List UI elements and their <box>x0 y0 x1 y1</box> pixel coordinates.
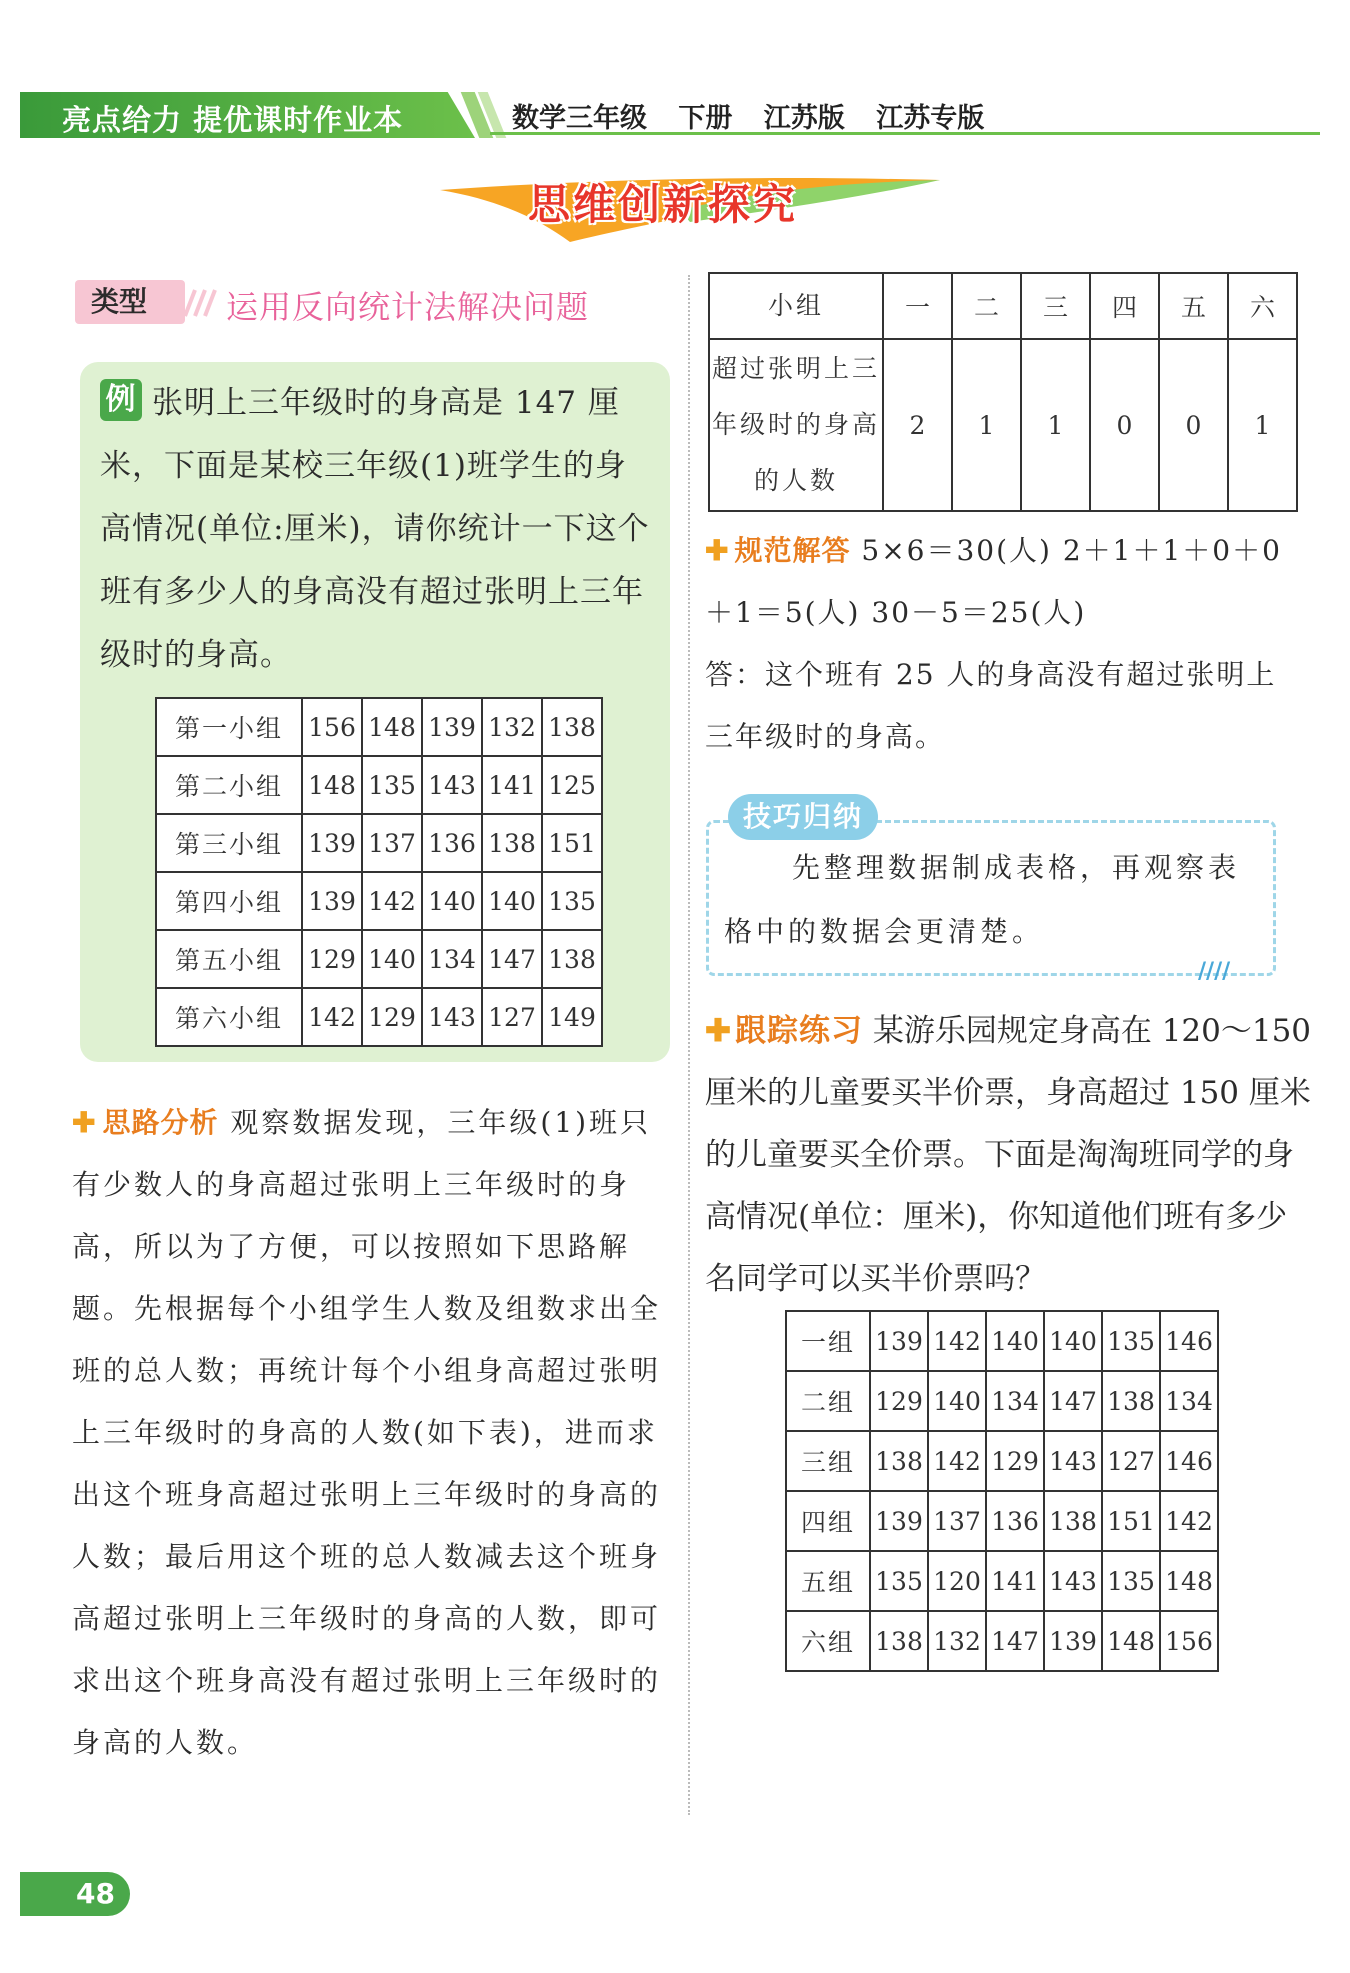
height-cell: 138 <box>482 814 542 872</box>
solution-text: 5×6＝30(人) 2＋1＋1＋0＋0＋1＝5(人) 30－5＝25(人) <box>705 534 1282 629</box>
height-cell: 156 <box>1160 1611 1218 1671</box>
height-cell: 129 <box>986 1431 1044 1491</box>
height-cell: 148 <box>1160 1551 1218 1611</box>
table-row <box>786 1491 1218 1551</box>
height-cell: 137 <box>362 814 422 872</box>
height-cell: 151 <box>1102 1491 1160 1551</box>
row-label: 第四小组 <box>156 872 302 930</box>
section-title: 思维创新探究 <box>528 180 799 229</box>
count-cell: 2 <box>883 339 952 511</box>
height-cell: 143 <box>1044 1431 1102 1491</box>
table-row <box>156 756 602 814</box>
height-cell: 135 <box>1102 1311 1160 1371</box>
example-text: 张明上三年级时的身高是 147 厘米，下面是某校三年级(1)班学生的身高情况(单位:厘米)，请你统计一下这个班有多少人的身高没有超过张明上三年级时的身高。 <box>100 385 650 673</box>
practice-heights-table <box>785 1310 1219 1672</box>
height-cell: 147 <box>482 930 542 988</box>
tip-text: 先整理数据制成表格，再观察表格中的数据会更清楚。 <box>724 851 1241 948</box>
example-problem <box>100 372 655 687</box>
table-row <box>786 1431 1218 1491</box>
height-cell: 135 <box>542 872 602 930</box>
height-cell: 148 <box>302 756 362 814</box>
height-cell: 146 <box>1160 1311 1218 1371</box>
tip-tag: 技巧归纳 <box>728 794 878 840</box>
height-cell: 148 <box>1102 1611 1160 1671</box>
height-cell: 147 <box>1044 1371 1102 1431</box>
height-cell: 141 <box>986 1551 1044 1611</box>
book-info: 数学三年级 下册 江苏版 江苏专版 <box>512 103 985 134</box>
height-cell: 140 <box>986 1311 1044 1371</box>
example-heights-table <box>155 697 603 1047</box>
height-cell: 139 <box>302 814 362 872</box>
row-label: 三组 <box>786 1431 870 1491</box>
height-cell: 142 <box>362 872 422 930</box>
height-cell: 134 <box>1160 1371 1218 1431</box>
height-cell: 138 <box>542 930 602 988</box>
count-cell: 0 <box>1159 339 1228 511</box>
row-label: 一组 <box>786 1311 870 1371</box>
height-cell: 142 <box>302 988 362 1046</box>
example-badge: 例 <box>100 379 142 421</box>
practice-text: 某游乐园规定身高在 120～150 厘米的儿童要买半价票，身高超过 150 厘米的儿童要买全价票。下面是淘淘班同学的身高情况(单位：厘米)，你知道他们班有多少名同学可以买半价票吗？ <box>705 1013 1312 1297</box>
height-cell: 139 <box>422 698 482 756</box>
height-cell: 143 <box>422 756 482 814</box>
height-cell: 129 <box>870 1371 928 1431</box>
height-cell: 135 <box>870 1551 928 1611</box>
height-cell: 143 <box>422 988 482 1046</box>
group-header: 一 <box>883 273 952 339</box>
height-cell: 132 <box>482 698 542 756</box>
group-header: 五 <box>1159 273 1228 339</box>
type-tag: 类型 <box>75 280 185 324</box>
table-row <box>786 1551 1218 1611</box>
group-header: 二 <box>952 273 1021 339</box>
practice-label: 跟踪练习 <box>734 1013 863 1049</box>
height-cell: 139 <box>1044 1611 1102 1671</box>
height-cell: 143 <box>1044 1551 1102 1611</box>
table-row <box>156 930 602 988</box>
height-cell: 129 <box>302 930 362 988</box>
height-cell: 137 <box>928 1491 986 1551</box>
stripe-icon <box>183 286 217 320</box>
row-label: 第一小组 <box>156 698 302 756</box>
row-label: 四组 <box>786 1491 870 1551</box>
height-cell: 134 <box>422 930 482 988</box>
height-cell: 148 <box>362 698 422 756</box>
height-cell: 138 <box>870 1611 928 1671</box>
height-cell: 149 <box>542 988 602 1046</box>
height-cell: 129 <box>362 988 422 1046</box>
row-label: 第六小组 <box>156 988 302 1046</box>
height-cell: 140 <box>482 872 542 930</box>
height-cell: 139 <box>870 1311 928 1371</box>
height-cell: 127 <box>482 988 542 1046</box>
group-header: 四 <box>1090 273 1159 339</box>
height-cell: 142 <box>1160 1491 1218 1551</box>
row-label: 二组 <box>786 1371 870 1431</box>
height-cell: 146 <box>1160 1431 1218 1491</box>
height-cell: 125 <box>542 756 602 814</box>
type-title: 运用反向统计法解决问题 <box>226 288 590 326</box>
height-cell: 147 <box>986 1611 1044 1671</box>
height-cell: 135 <box>1102 1551 1160 1611</box>
height-cell: 140 <box>1044 1311 1102 1371</box>
row-label: 第五小组 <box>156 930 302 988</box>
height-cell: 140 <box>422 872 482 930</box>
height-cell: 141 <box>482 756 542 814</box>
table-row <box>786 1611 1218 1671</box>
height-cell: 142 <box>928 1431 986 1491</box>
height-cell: 136 <box>422 814 482 872</box>
plus-icon: ✚ <box>72 1106 99 1139</box>
height-cell: 138 <box>542 698 602 756</box>
height-cell: 140 <box>928 1371 986 1431</box>
count-row-label: 超过张明上三年级时的身高的人数 <box>709 339 883 511</box>
count-header-label: 小组 <box>709 273 883 339</box>
height-cell: 120 <box>928 1551 986 1611</box>
count-cell: 1 <box>1228 339 1297 511</box>
table-row <box>156 814 602 872</box>
height-cell: 151 <box>542 814 602 872</box>
analysis-text: 观察数据发现，三年级(1)班只有少数人的身高超过张明上三年级时的身高，所以为了方便，可以按照如下思路解题。先根据每个小组学生人数及组数求出全班的总人数；再统计每个小组身高超过张明上三年级时的身高的人数(如下表)，进而求出这个班身高超过张明上三年级时的身高的人数；最后用这个班的总人数减去这个班身高超过张明上三年级时的身高的人数，即可求出这个班身高没有超过张明上三年级时的身高的人数。 <box>72 1106 662 1759</box>
height-cell: 139 <box>302 872 362 930</box>
plus-icon: ✚ <box>705 1013 731 1049</box>
analysis-section <box>72 1092 672 1774</box>
row-label: 第二小组 <box>156 756 302 814</box>
row-label: 六组 <box>786 1611 870 1671</box>
table-row <box>156 872 602 930</box>
height-cell: 138 <box>1044 1491 1102 1551</box>
height-cell: 127 <box>1102 1431 1160 1491</box>
group-header: 六 <box>1228 273 1297 339</box>
height-cell: 134 <box>986 1371 1044 1431</box>
height-cell: 136 <box>986 1491 1044 1551</box>
plus-icon: ✚ <box>705 534 731 567</box>
analysis-label: 思路分析 <box>102 1106 219 1139</box>
solution-label: 规范解答 <box>734 534 851 567</box>
count-cell: 1 <box>952 339 1021 511</box>
column-divider <box>688 275 690 1815</box>
height-cell: 135 <box>362 756 422 814</box>
height-cell: 138 <box>1102 1371 1160 1431</box>
count-cell: 1 <box>1021 339 1090 511</box>
solution-answer: 答：这个班有 25 人的身高没有超过张明上三年级时的身高。 <box>705 658 1277 753</box>
practice-section <box>705 1000 1315 1310</box>
height-cell: 156 <box>302 698 362 756</box>
page-number: 48 <box>20 1872 130 1916</box>
brand-title: 亮点给力 提优课时作业本 <box>62 103 404 137</box>
count-cell: 0 <box>1090 339 1159 511</box>
height-cell: 132 <box>928 1611 986 1671</box>
table-row <box>786 1311 1218 1371</box>
height-cell: 139 <box>870 1491 928 1551</box>
count-table <box>708 272 1298 512</box>
height-cell: 142 <box>928 1311 986 1371</box>
solution-section <box>705 520 1305 768</box>
table-row <box>786 1371 1218 1431</box>
table-row <box>156 988 602 1046</box>
group-header: 三 <box>1021 273 1090 339</box>
tip-decoration: //// <box>1198 958 1231 984</box>
row-label: 五组 <box>786 1551 870 1611</box>
height-cell: 138 <box>870 1431 928 1491</box>
height-cell: 140 <box>362 930 422 988</box>
table-row <box>156 698 602 756</box>
row-label: 第三小组 <box>156 814 302 872</box>
